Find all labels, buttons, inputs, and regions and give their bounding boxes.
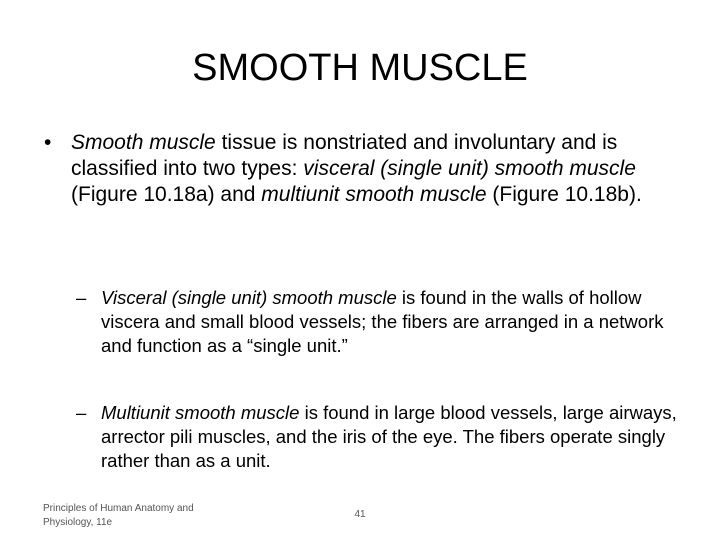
bullet-text-segment: (Figure 10.18a) and <box>71 183 262 206</box>
bullet-text-segment: (Figure 10.18b). <box>486 183 642 206</box>
subbullet-text <box>101 401 691 473</box>
subbullet-marker: – <box>76 287 87 308</box>
footer-source: Principles of Human Anatomy and Physiology, 11e <box>43 503 194 528</box>
subbullet-text <box>101 286 691 358</box>
bullet-text <box>71 130 681 208</box>
term-visceral-smooth-muscle: visceral (single unit) smooth muscle <box>303 157 636 180</box>
term-smooth-muscle: Smooth muscle <box>71 131 216 154</box>
slide-title: SMOOTH MUSCLE <box>192 47 528 89</box>
term-multiunit-smooth-muscle: Multiunit smooth muscle <box>101 402 300 423</box>
subbullet-marker: – <box>76 402 87 423</box>
term-multiunit-smooth-muscle: multiunit smooth muscle <box>261 183 487 206</box>
subbullet-text-segment: is found in the walls of hollow viscera and small blood vessels; the fibers are arranged in a network and function as a “single unit.” <box>101 287 664 356</box>
bullet-marker: • <box>44 131 52 154</box>
term-visceral-smooth-muscle: Visceral (single unit) smooth muscle <box>101 287 397 308</box>
subbullet-text-segment: is found in large blood vessels, large airways, arrector pili muscles, and the iris of the eye. The fibers operate singly rather than as a unit. <box>101 402 677 471</box>
page-number: 41 <box>354 509 366 520</box>
bullet-text-segment: tissue is nonstriated and involuntary and is classified into two types: <box>71 131 618 180</box>
